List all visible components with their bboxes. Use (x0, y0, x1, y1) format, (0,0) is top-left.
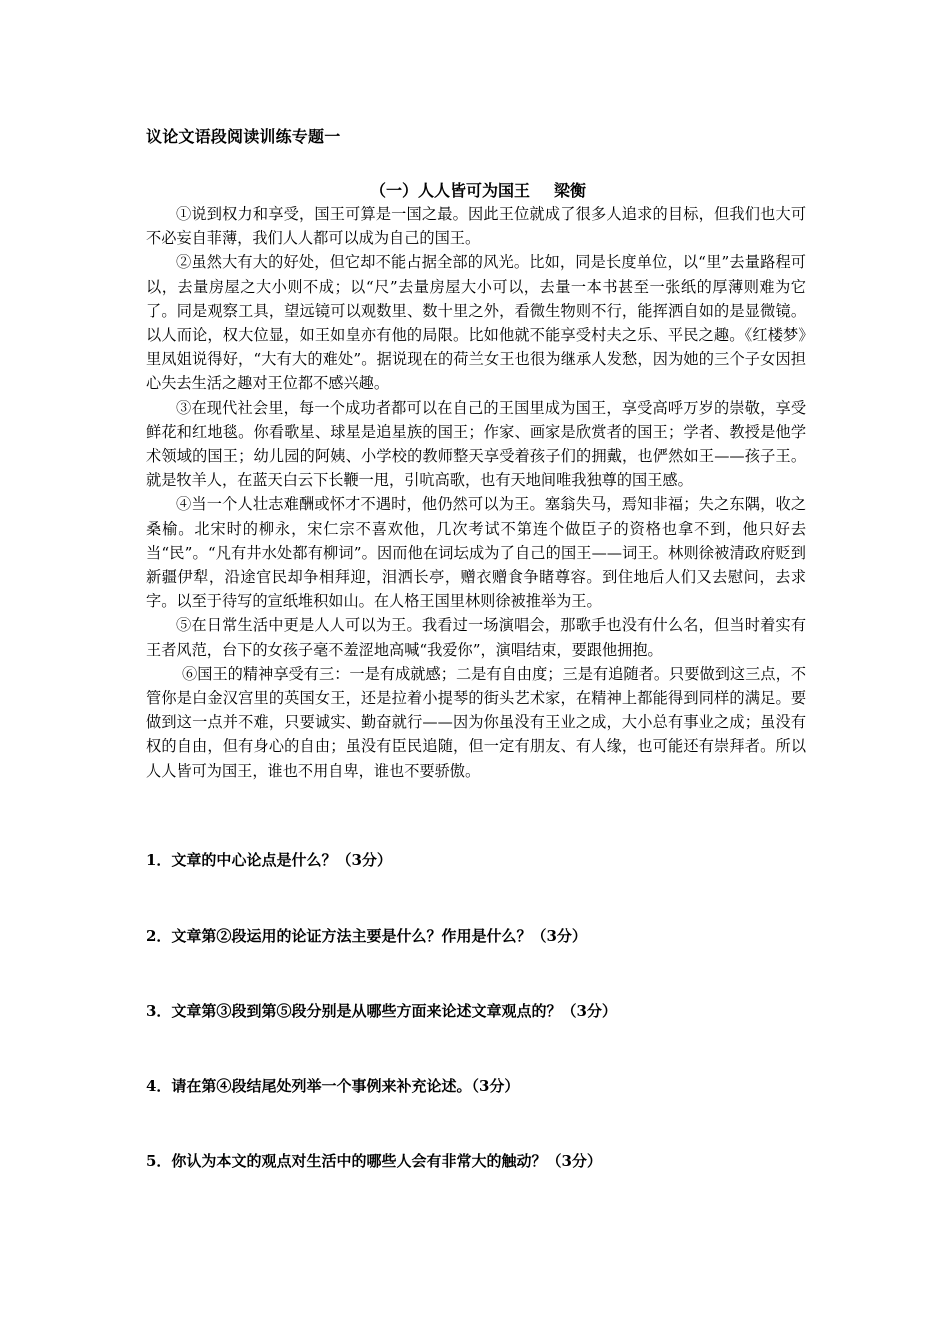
question-4: 4．请在第④段结尾处列举一个事例来补充论述。（3分） (146, 1077, 520, 1095)
question-1: 1．文章的中心论点是什么？（3分） (146, 851, 392, 869)
paragraph-3: ③在现代社会里，每一个成功者都可以在自己的王国里成为国王，享受高呼万岁的崇敬，享受鲜花和红地毯。你看歌星、球星是追星族的国王；作家、画家是欣赏者的国王；学者、教授是他学术领域的国王；幼儿园的阿姨、小学校的教师整天享受着孩子们的拥戴，也俨然如王——孩子王。就是牧羊人，在蓝天白云下长鞭一甩，引吭高歌，也有天地间唯我独尊的国王感。 (146, 398, 806, 490)
paragraph-2: ②虽然大有大的好处，但它却不能占据全部的风光。比如，同是长度单位，以“里”去量路程可以，去量房屋之大小则不成；以“尺”去量房屋大小可以，去量一本书甚至一张纸的厚薄则难为它了。同是观察工具，望远镜可以观数里、数十里之外，看微生物则不行，能挥洒自如的是显微镜。以人而论，权大位显，如王如皇亦有他的局限。比如他就不能享受村夫之乐、平民之趣。《红楼梦》里凤姐说得好，“大有大的难处”。据说现在的荷兰女王也很为继承人发愁，因为她的三个子女因担心失去生活之趣对王位都不感兴趣。 (146, 253, 806, 393)
article-body (146, 202, 806, 783)
document-title: 议论文语段阅读训练专题一 (146, 127, 341, 146)
article-title: （一）人人皆可为国王 (370, 181, 531, 200)
paragraph-4: ④当一个人壮志难酬或怀才不遇时，他仍然可以为王。塞翁失马，焉知非福；失之东隅，收之桑榆。北宋时的柳永，宋仁宗不喜欢他，几次考试不第连个做臣子的资格也拿不到，他只好去当“民”。“凡有井水处都有柳词”。因而他在词坛成为了自己的国王——词王。林则徐被清政府贬到新疆伊犁，沿途官民却争相拜迎，泪洒长亭，赠衣赠食争睹尊容。到住地后人们又去慰问，去求字。以至于待写的宣纸堆积如山。在人格王国里林则徐被推举为王。 (146, 495, 806, 611)
question-5: 5．你认为本文的观点对生活中的哪些人会有非常大的触动？（3分） (146, 1152, 602, 1170)
article-heading (370, 178, 586, 201)
question-2: 2．文章第②段运用的论证方法主要是什么？作用是什么？（3分） (146, 927, 587, 945)
paragraph-1: ①说到权力和享受，国王可算是一国之最。因此王位就成了很多人追求的目标，但我们也大可不必妄自菲薄，我们人人都可以成为自己的国王。 (146, 205, 806, 248)
question-3: 3．文章第③段到第⑤段分别是从哪些方面来论述文章观点的？（3分） (146, 1002, 617, 1020)
paragraph-5: ⑤在日常生活中更是人人可以为王。我看过一场演唱会，那歌手也没有什么名，但当时着实有王者风范，台下的女孩子毫不羞涩地高喊“我爱你”，演唱结束，要跟他拥抱。 (146, 616, 806, 659)
article-author: 梁衡 (554, 181, 587, 200)
paragraph-6: ⑥国王的精神享受有三：一是有成就感；二是有自由度；三是有追随者。只要做到这三点，不管你是白金汉宫里的英国女王，还是拉着小提琴的街头艺术家，在精神上都能得到同样的满足。要做到这一点并不难，只要诚实、勤奋就行——因为你虽没有王业之成，大小总有事业之成；虽没有权的自由，但有身心的自由；虽没有臣民追随，但一定有朋友、有人缘，也可能还有崇拜者。所以人人皆可为国王，谁也不用自卑，谁也不要骄傲。 (146, 664, 806, 780)
